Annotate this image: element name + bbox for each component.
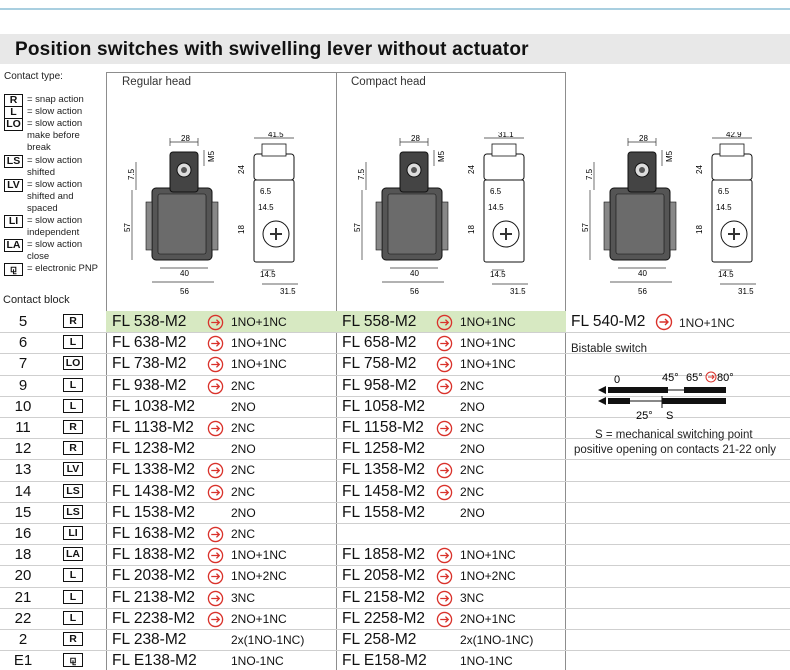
angle-65: 65°	[686, 372, 703, 384]
third-head-drawing	[576, 132, 776, 300]
dimension-label: 14.5	[260, 270, 276, 279]
table-row	[0, 502, 790, 523]
compact-model: FL 1158-M2	[342, 419, 424, 436]
regular-model: FL 1838-M2	[112, 546, 195, 564]
compact-contacts: 2x(1NO-1NC)	[460, 633, 534, 647]
note-switching-point: S = mechanical switching point	[595, 429, 753, 441]
contact-block-number: 6	[18, 334, 28, 352]
compact-contacts: 1NO-1NC	[460, 654, 513, 669]
compact-contacts: 3NC	[460, 590, 485, 605]
positive-opening-icon	[436, 335, 453, 352]
dimension-label: 14.5	[718, 270, 734, 279]
angle-45: 45°	[662, 372, 679, 384]
table-row	[0, 565, 790, 586]
fl540-model-text: FL 540-M2	[571, 313, 646, 330]
angle-0: 0	[614, 374, 621, 386]
dimension-label: 7.5	[357, 168, 366, 180]
dimension-label: 31.5	[738, 287, 754, 296]
compact-contacts: 2NO	[460, 505, 485, 520]
compact-model: FL 658-M2	[342, 334, 417, 352]
compact-model: FL 958-M2	[342, 376, 417, 394]
dimension-label: 18	[237, 225, 246, 234]
legend-item	[4, 179, 104, 215]
regular-model: FL 938-M2	[112, 376, 187, 394]
compact-model: FL 758-M2	[342, 355, 417, 373]
compact-model: FL E158-M2	[342, 652, 427, 670]
legend-item	[4, 106, 104, 118]
dimension-label: 6.5	[260, 187, 272, 196]
contact-block-number: 13	[14, 461, 32, 479]
regular-contacts: 2NO	[231, 505, 256, 520]
regular-contacts: 1NO+1NC	[231, 315, 287, 329]
table-row	[0, 650, 790, 670]
contact-type-box: LA	[4, 239, 23, 252]
positive-opening-icon	[436, 462, 453, 479]
compact-contacts: 1NO+1NC	[460, 548, 516, 563]
regular-contacts: 1NO+1NC	[231, 336, 287, 351]
compact-contacts: 1NO+1NC	[460, 336, 516, 351]
dimension-label: 28	[181, 134, 190, 143]
regular-contacts: 2NO+1NC	[231, 611, 287, 626]
regular-contacts: 2NC	[231, 527, 256, 541]
positive-opening-icon	[436, 547, 453, 564]
dimension-label: 28	[411, 134, 420, 143]
compact-model: FL 258-M2	[342, 631, 417, 648]
dimension-label: 56	[410, 287, 419, 296]
switching-point-S: S	[666, 410, 674, 422]
dimension-label: 40	[180, 269, 189, 278]
dimension-label: 7.5	[585, 168, 594, 180]
positive-opening-icon	[207, 462, 224, 479]
legend-item	[4, 155, 104, 179]
dimension-label: 14.5	[716, 203, 732, 212]
positive-opening-icon	[207, 484, 224, 501]
legend-text: = electronic PNP	[27, 263, 99, 274]
compact-model: FL 1258-M2	[342, 440, 425, 458]
dimension-label: M5	[207, 150, 216, 162]
dimension-label: M5	[437, 150, 446, 162]
dimension-label: 14.5	[490, 270, 506, 279]
dimension-label: 18	[467, 225, 476, 234]
table-row	[0, 544, 790, 565]
contact-block-number: 22	[14, 609, 32, 627]
regular-contacts: 2NC	[231, 421, 256, 435]
dimension-label: 40	[410, 269, 419, 278]
page-title: Position switches with swivelling lever without actuator	[15, 39, 529, 60]
contact-type-box: L	[63, 335, 83, 349]
contact-type-box: R	[63, 314, 83, 328]
regular-contacts: 1NO+1NC	[231, 357, 287, 372]
legend-text: = slow action	[27, 106, 83, 117]
legend-text: = slow action shifted and spaced	[27, 179, 83, 214]
dimension-label: 57	[123, 223, 132, 232]
legend-text: = slow action close	[27, 239, 83, 262]
dimension-label: 40	[638, 269, 647, 278]
compact-contacts: 2NO	[460, 442, 485, 457]
positive-opening-icon	[207, 314, 224, 331]
contact-block-number: 9	[18, 376, 28, 394]
contact-type-box: LI	[63, 526, 83, 540]
compact-contacts: 2NC	[460, 421, 485, 435]
contact-block-label: Contact block	[3, 294, 70, 306]
head-top-rule	[106, 72, 565, 73]
contact-type-box: LI	[4, 215, 23, 228]
contact-block-number: 12	[14, 440, 32, 458]
dimension-label: 6.5	[718, 187, 730, 196]
regular-model: FL 2038-M2	[112, 567, 195, 585]
regular-model: FL 1538-M2	[112, 503, 195, 521]
regular-contacts: 1NO+2NC	[231, 569, 287, 584]
compact-model: FL 1058-M2	[342, 397, 425, 415]
legend-item	[4, 263, 104, 275]
contact-type-box: LV	[63, 462, 83, 476]
legend-item	[4, 118, 104, 154]
contact-block-number: 14	[14, 482, 32, 500]
compact-contacts: 1NO+1NC	[460, 315, 516, 329]
angle-80: 80°	[717, 372, 734, 384]
legend-item	[4, 239, 104, 263]
contact-block-number: 2	[18, 631, 28, 648]
dimension-label: 14.5	[258, 203, 274, 212]
table-row	[0, 459, 790, 480]
contact-block-number: 10	[14, 397, 32, 415]
contact-block-number: E1	[13, 652, 33, 670]
regular-model: FL 2238-M2	[112, 609, 195, 627]
table-row	[0, 608, 790, 629]
fl540-contact: 1NO+1NC	[679, 316, 735, 330]
contact-type-label: Contact type:	[4, 71, 63, 82]
contact-block-number: 16	[14, 525, 32, 542]
regular-contacts: 2NC	[231, 484, 256, 499]
compact-model: FL 1458-M2	[342, 482, 425, 500]
contact-type-box: L	[63, 611, 83, 625]
regular-model: FL 238-M2	[112, 631, 187, 648]
positive-opening-icon	[436, 484, 453, 501]
contact-block-number: 11	[15, 419, 31, 436]
positive-opening-icon	[436, 590, 453, 607]
contact-type-box: LV	[4, 179, 23, 192]
compact-head-label: Compact head	[351, 76, 426, 88]
dimension-label: 31.5	[280, 287, 296, 296]
bistable-diagram	[598, 368, 738, 424]
table-row	[0, 629, 790, 650]
contact-type-box: ⚼	[4, 263, 23, 276]
positive-opening-icon	[207, 335, 224, 352]
legend-text: = snap action	[27, 94, 84, 105]
table-row	[0, 332, 790, 353]
contact-type-box: LS	[63, 484, 83, 498]
regular-model: FL 738-M2	[112, 355, 187, 373]
regular-contacts: 2NO	[231, 399, 256, 414]
positive-opening-icon	[436, 356, 453, 373]
compact-model: FL 2158-M2	[342, 588, 425, 606]
contact-block-number: 18	[14, 546, 32, 564]
positive-opening-icon	[207, 356, 224, 373]
regular-head-drawing	[118, 132, 318, 300]
angle-25: 25°	[636, 410, 653, 422]
table-row	[0, 587, 790, 608]
regular-model: FL 1138-M2	[112, 419, 194, 436]
contact-type-box: R	[63, 441, 83, 455]
contact-type-box: ⚼	[63, 653, 83, 667]
dimension-label: 41.5	[268, 132, 284, 139]
compact-model: FL 1558-M2	[342, 503, 425, 521]
contact-block-number: 20	[14, 567, 32, 585]
positive-opening-icon	[655, 313, 674, 332]
compact-head-drawing	[348, 132, 548, 300]
legend-text: = slow action make before break	[27, 118, 83, 153]
positive-opening-icon	[207, 378, 224, 395]
compact-contacts: 2NC	[460, 484, 485, 499]
contact-type-box: LA	[63, 547, 83, 561]
regular-model: FL 1638-M2	[112, 525, 195, 542]
contact-type-box: LO	[63, 356, 83, 370]
regular-contacts: 2x(1NO-1NC)	[231, 633, 305, 647]
contact-type-box: LS	[63, 505, 83, 519]
compact-contacts: 1NO+1NC	[460, 357, 516, 372]
contact-type-box: L	[63, 399, 83, 413]
dimension-label: 28	[639, 134, 648, 143]
dimension-label: 42.9	[726, 132, 742, 139]
fl540-model	[571, 313, 645, 331]
dimension-label: 24	[467, 165, 476, 174]
dimension-label: 31.5	[510, 287, 526, 296]
compact-model: FL 1358-M2	[342, 461, 425, 479]
contact-type-box: LS	[4, 155, 23, 168]
regular-model: FL 1338-M2	[112, 461, 195, 479]
compact-model: FL 1858-M2	[342, 546, 425, 564]
positive-opening-icon	[436, 378, 453, 395]
contact-type-box: R	[4, 94, 23, 107]
regular-contacts: 2NC	[231, 378, 256, 393]
compact-contacts: 2NC	[460, 378, 485, 393]
positive-opening-icon	[436, 420, 453, 437]
dimension-label: 57	[581, 223, 590, 232]
positive-opening-icon	[207, 420, 224, 437]
compact-contacts: 2NO	[460, 399, 485, 414]
contact-type-box: R	[63, 632, 83, 646]
legend-item	[4, 94, 104, 106]
contact-type-box: R	[63, 420, 83, 434]
dimension-label: 24	[695, 165, 704, 174]
legend-text: = slow action independent	[27, 215, 83, 238]
contact-type-box: L	[63, 590, 83, 604]
dimension-label: 56	[638, 287, 647, 296]
contact-block-number: 5	[18, 313, 28, 330]
legend-text: = slow action shifted	[27, 155, 83, 178]
positive-opening-icon	[436, 568, 453, 585]
regular-model: FL 1038-M2	[112, 397, 195, 415]
dimension-label: M5	[665, 150, 674, 162]
positive-opening-icon	[436, 611, 453, 628]
table-row	[0, 523, 790, 544]
regular-model: FL 638-M2	[112, 334, 187, 352]
note-positive-opening: positive opening on contacts 21-22 only	[574, 444, 777, 456]
regular-head-label: Regular head	[122, 76, 192, 88]
compact-model: FL 2058-M2	[342, 567, 425, 585]
regular-contacts: 1NO+1NC	[231, 548, 287, 563]
positive-opening-icon	[436, 314, 453, 331]
contact-type-box: LO	[4, 118, 23, 131]
compact-contacts: 1NO+2NC	[460, 569, 516, 584]
dimension-label: 57	[353, 223, 362, 232]
compact-model: FL 2258-M2	[342, 609, 425, 627]
dimension-label: 14.5	[488, 203, 504, 212]
positive-opening-icon	[207, 611, 224, 628]
compact-model: FL 558-M2	[342, 313, 417, 330]
dimension-label: 31.1	[498, 132, 514, 139]
positive-opening-icon	[207, 568, 224, 585]
regular-model: FL 1438-M2	[112, 482, 195, 500]
regular-contacts: 2NC	[231, 463, 256, 478]
dimension-label: 24	[237, 165, 246, 174]
regular-contacts: 1NO-1NC	[231, 654, 284, 669]
compact-contacts: 2NO+1NC	[460, 611, 516, 626]
compact-contacts: 2NC	[460, 463, 485, 478]
regular-model: FL E138-M2	[112, 652, 197, 670]
contact-block-number: 21	[14, 588, 32, 606]
positive-opening-icon	[207, 590, 224, 607]
dimension-label: 18	[695, 225, 704, 234]
dimension-label: 56	[180, 287, 189, 296]
regular-model: FL 1238-M2	[112, 440, 195, 458]
contact-block-number: 15	[14, 503, 32, 521]
regular-contacts: 3NC	[231, 590, 256, 605]
regular-model: FL 2138-M2	[112, 588, 195, 606]
bistable-label: Bistable switch	[571, 343, 648, 355]
regular-model: FL 538-M2	[112, 313, 187, 330]
positive-opening-icon	[207, 547, 224, 564]
regular-contacts: 2NO	[231, 442, 256, 457]
contact-type-box: L	[63, 568, 83, 582]
legend-item	[4, 215, 104, 239]
dimension-label: 7.5	[127, 168, 136, 180]
contact-type-box: L	[63, 378, 83, 392]
dimension-label: 6.5	[490, 187, 502, 196]
positive-opening-icon	[207, 526, 224, 543]
table-row	[0, 481, 790, 502]
contact-block-number: 7	[18, 355, 28, 373]
top-rule	[0, 8, 790, 10]
contact-type-box: L	[4, 106, 23, 119]
